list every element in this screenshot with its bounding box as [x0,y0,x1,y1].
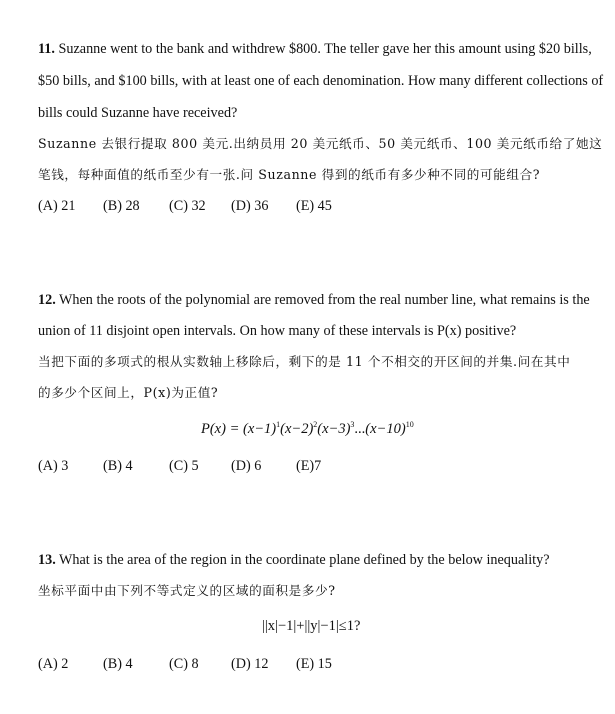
q11-line-3: bills could Suzanne have received? [38,105,238,121]
q12-line-2: union of 11 disjoint open intervals. On how many of these intervals is P(x) positive? [38,323,517,339]
q13-number: 13. [38,552,56,568]
formula-lhs: P(x) = [201,421,243,437]
q11-zh-line-2: 笔钱，每种面值的纸币至少有一张.问 Suzanne 得到的纸币有多少种不同的可能组合? [38,167,541,182]
q13-line-1 [38,551,593,569]
q12-choice-d: (D) 6 [231,458,262,474]
q13-zh-line-1: 坐标平面中由下列不等式定义的区域的面积是多少? [38,583,336,598]
q12-zh-line-1: 当把下面的多项式的根从实数轴上移除后，剩下的是 11 个不相交的开区间的并集.问在其中 [38,354,571,369]
q11-line-2: $50 bills, and $100 bills, with at least one of each denomination. How many different collections of [38,73,604,89]
q11-choice-d: (D) 36 [231,198,269,214]
formula-exp-4: 10 [405,420,414,429]
inequality-formula: ||x|−1|+||y|−1|≤1? [262,618,361,634]
q13-choice-d: (D) 12 [231,656,269,672]
q12-line-1 [38,291,593,309]
q13-choice-b: (B) 4 [103,656,133,672]
formula-term-2: (x−2) [280,421,314,437]
formula-exp-1: 1 [276,420,281,429]
q12-choice-c: (C) 5 [169,458,199,474]
formula-exp-3: 3 [350,420,355,429]
q11-line-1 [38,40,593,58]
formula-term-4: (x−10) [365,421,406,437]
q11-choice-c: (C) 32 [169,198,206,214]
q12-choice-e: (E)7 [296,458,322,474]
q13-choice-c: (C) 8 [169,656,199,672]
q11-choice-a: (A) 21 [38,198,76,214]
q13-choice-a: (A) 2 [38,656,69,672]
q13-text-1: What is the area of the region in the coordinate plane defined by the below inequality? [55,552,550,568]
formula-term-1: (x−1) [243,421,277,437]
q12-choice-a: (A) 3 [38,458,69,474]
q11-number: 11. [38,41,55,57]
q12-choice-b: (B) 4 [103,458,133,474]
formula-dots: ... [354,421,366,437]
formula-term-3: (x−3) [317,421,351,437]
q11-text-1: Suzanne went to the bank and withdrew $800. The teller gave her this amount using $20 bills, [54,41,592,57]
q12-number: 12. [38,292,56,308]
q12-zh-line-2: 的多少个区间上，P(x)为正值? [38,385,219,400]
polynomial-formula [201,420,414,438]
q11-zh-line-1: Suzanne 去银行提取 800 美元.出纳员用 20 美元纸币、50 美元纸币、100 美元纸币给了她这 [38,136,603,151]
q11-choice-b: (B) 28 [103,198,140,214]
q13-choice-e: (E) 15 [296,656,332,672]
formula-exp-2: 2 [313,420,318,429]
q12-text-1: When the roots of the polynomial are removed from the real number line, what remains is the [55,292,590,308]
q11-choice-e: (E) 45 [296,198,332,214]
